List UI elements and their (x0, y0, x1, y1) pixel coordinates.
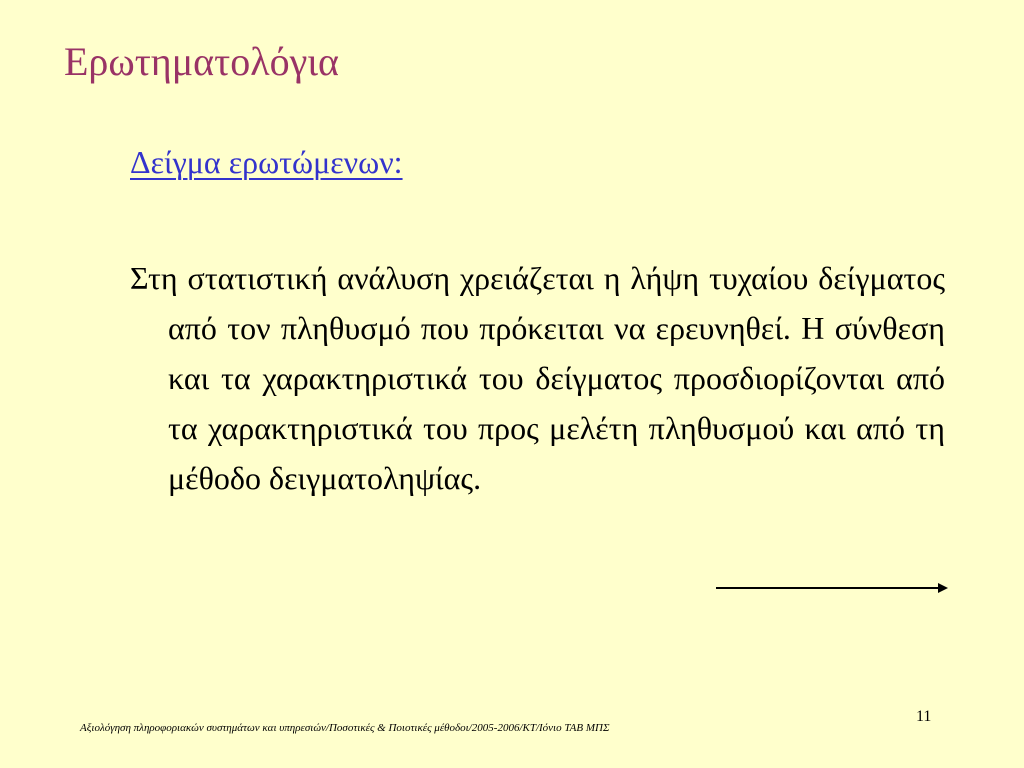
slide-title: Ερωτηματολόγια (64, 39, 339, 84)
page-number: 11 (916, 708, 932, 725)
body-paragraph: Στη στατιστική ανάλυση χρειάζεται η λήψη τυχαίου δείγματος από τον πληθυσμό που πρόκειται να ερευνηθεί. Η σύνθεση και τα χαρακτηριστικά του δείγματος προσδιορίζονται από τα χαρακτηριστικά του προς μελέτη πληθυσμού και από τη μέθοδο δειγματοληψίας. (130, 260, 945, 496)
right-arrow-icon (716, 580, 950, 596)
slide-subtitle: Δείγμα ερωτώμενων: (130, 144, 403, 180)
slide-footer: Αξιολόγηση πληροφοριακών συστημάτων και υπηρεσιών/Ποσοτικές & Ποιοτικές μέθοδοι/2005-2006/ΚΤ/Ιόνιο ΤΑΒ ΜΠΣ (80, 722, 610, 734)
